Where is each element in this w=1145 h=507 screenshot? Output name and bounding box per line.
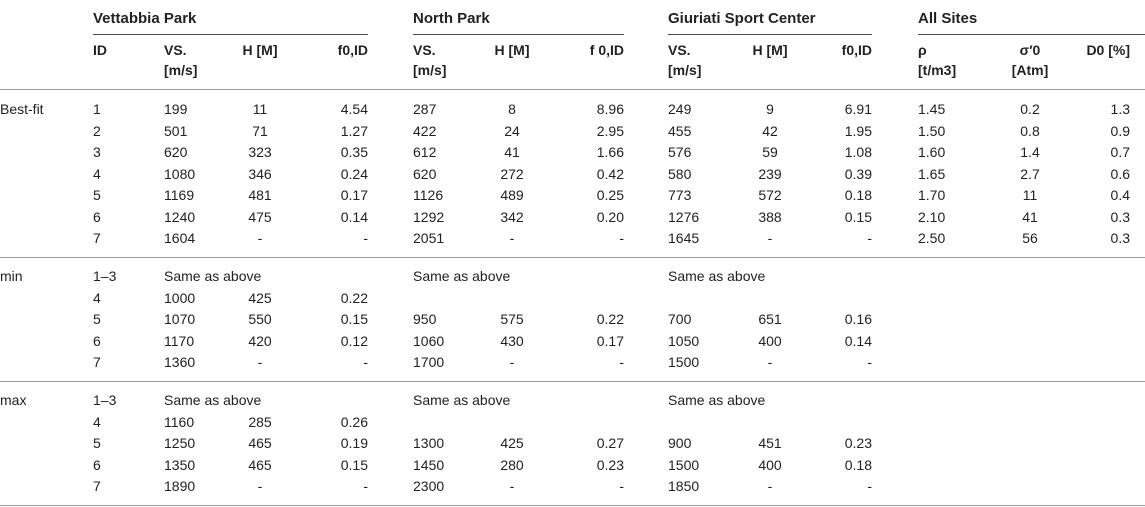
table-cell: - xyxy=(619,230,624,246)
table-cell: 0.3 xyxy=(1110,208,1130,225)
table-cell: - xyxy=(363,478,368,494)
table-cell: 576 xyxy=(668,144,692,160)
table-cell: 4.54 xyxy=(340,101,368,117)
table-cell: 420 xyxy=(248,332,272,349)
table-cell: 0.42 xyxy=(596,165,624,182)
table-cell: 41 xyxy=(504,144,520,160)
table-cell: 388 xyxy=(758,208,782,225)
table-cell: 425 xyxy=(248,289,272,306)
table-cell: 1.08 xyxy=(844,144,872,160)
bottom-rule xyxy=(0,505,1145,506)
table-cell: 0.22 xyxy=(340,289,368,306)
section-rule xyxy=(0,381,1145,382)
table-cell: - xyxy=(363,230,368,246)
table-cell: 0.17 xyxy=(340,187,368,203)
table-cell: 1350 xyxy=(164,456,196,473)
table-cell: 550 xyxy=(248,311,272,327)
table-cell: 71 xyxy=(252,122,268,139)
column-header: f0,ID xyxy=(337,42,368,58)
table-cell: 0.19 xyxy=(340,435,368,451)
table-cell: 0.12 xyxy=(340,332,368,349)
table-cell: 1.45 xyxy=(918,101,946,117)
table-cell: 4 xyxy=(93,165,101,182)
table-cell: 8.96 xyxy=(596,101,624,117)
table-cell: 422 xyxy=(413,122,437,139)
table-cell: 0.15 xyxy=(340,311,368,327)
same-as-above-note: Same as above xyxy=(668,268,766,284)
table-cell: 42 xyxy=(762,122,778,139)
table-cell: 1–3 xyxy=(93,392,117,408)
table-cell: 900 xyxy=(668,435,692,451)
table-cell: 346 xyxy=(248,165,272,182)
column-header: f 0,ID xyxy=(589,42,624,58)
table-cell: 2.50 xyxy=(918,230,946,246)
table-cell: 5 xyxy=(93,311,101,327)
table-cell: - xyxy=(867,354,872,370)
table-cell: 1.60 xyxy=(918,144,946,160)
table-cell: 0.24 xyxy=(340,165,368,182)
table-cell: 11 xyxy=(1022,187,1038,203)
table-cell: 620 xyxy=(164,144,188,160)
group-header: Giuriati Sport Center xyxy=(668,10,816,27)
table-cell: 249 xyxy=(668,101,692,117)
table-cell: - xyxy=(619,354,624,370)
table-cell: 0.16 xyxy=(844,311,872,327)
table-cell: 323 xyxy=(248,144,272,160)
column-header: VS. [m/s] xyxy=(668,42,702,78)
table-cell: 1169 xyxy=(164,187,195,203)
table-cell: 1292 xyxy=(413,208,445,225)
table-cell: 56 xyxy=(1022,230,1038,246)
table-cell: - xyxy=(363,354,368,370)
table-cell: 0.14 xyxy=(844,332,872,349)
table-cell: 0.18 xyxy=(844,187,872,203)
group-header: North Park xyxy=(413,10,490,27)
table-cell: 0.2 xyxy=(1020,101,1040,117)
table-cell: 2300 xyxy=(413,478,445,494)
table-cell: 1170 xyxy=(164,332,195,349)
table-cell: 2.10 xyxy=(918,208,946,225)
table-cell: 620 xyxy=(413,165,437,182)
table-cell: 1604 xyxy=(164,230,196,246)
table-cell: 1160 xyxy=(164,413,195,430)
table-cell: 455 xyxy=(668,122,692,139)
table-cell: 1500 xyxy=(668,354,700,370)
column-header: H [M] xyxy=(242,42,278,58)
table-cell: 1850 xyxy=(668,478,700,494)
table-cell: 1240 xyxy=(164,208,196,225)
table-cell: 425 xyxy=(500,435,524,451)
header-rule xyxy=(0,89,1145,90)
table-cell: 1–3 xyxy=(93,268,117,284)
column-header: D0 [%] xyxy=(1086,42,1130,58)
table-cell: - xyxy=(619,478,624,494)
table-cell: 0.22 xyxy=(596,311,624,327)
group-underline xyxy=(668,34,872,35)
same-as-above-note: Same as above xyxy=(668,392,766,408)
table-cell: 2.95 xyxy=(596,122,624,139)
table-cell: 1276 xyxy=(668,208,700,225)
table-cell: 580 xyxy=(668,165,692,182)
column-header: f0,ID xyxy=(841,42,872,58)
table-cell: 59 xyxy=(762,144,778,160)
table-cell: 1050 xyxy=(668,332,700,349)
table-cell: 0.15 xyxy=(340,456,368,473)
table-cell: 481 xyxy=(248,187,272,203)
table-cell: - xyxy=(509,230,515,246)
table-cell: 0.8 xyxy=(1020,122,1040,139)
table-cell: - xyxy=(509,478,515,494)
table-cell: 773 xyxy=(668,187,692,203)
table-cell: 400 xyxy=(758,456,782,473)
table-cell: 24 xyxy=(504,122,520,139)
table-cell: 400 xyxy=(758,332,782,349)
section-label: min xyxy=(0,268,23,284)
section-rule xyxy=(0,257,1145,258)
table-cell: - xyxy=(767,354,773,370)
table-cell: 0.6 xyxy=(1110,165,1130,182)
table-cell: 0.27 xyxy=(596,435,624,451)
table-cell: 6 xyxy=(93,332,101,349)
table-cell: 451 xyxy=(758,435,782,451)
column-header: VS. [m/s] xyxy=(413,42,447,78)
table-cell: 7 xyxy=(93,478,101,494)
table-cell: 0.7 xyxy=(1110,144,1130,160)
table-cell: 501 xyxy=(164,122,188,139)
table-cell: - xyxy=(867,230,872,246)
table-cell: 651 xyxy=(758,311,782,327)
table-cell: 1.95 xyxy=(844,122,872,139)
table-cell: 1890 xyxy=(164,478,196,494)
table-cell: 41 xyxy=(1022,208,1038,225)
table-cell: 5 xyxy=(93,435,101,451)
table-cell: 9 xyxy=(766,101,774,117)
table-cell: 0.17 xyxy=(596,332,624,349)
column-header: H [M] xyxy=(752,42,788,58)
table-cell: 6.91 xyxy=(844,101,872,117)
table-cell: 3 xyxy=(93,144,101,160)
table-cell: 4 xyxy=(93,289,101,306)
table-cell: 0.26 xyxy=(340,413,368,430)
group-underline xyxy=(93,34,368,35)
table-cell: 1000 xyxy=(164,289,196,306)
table-cell: 272 xyxy=(500,165,524,182)
table-cell: - xyxy=(257,478,263,494)
group-header: Vettabbia Park xyxy=(93,10,197,27)
group-underline xyxy=(918,34,1145,35)
table-cell: 280 xyxy=(500,456,524,473)
column-header: σ′0 [Atm] xyxy=(1011,42,1049,78)
table-cell: 287 xyxy=(413,101,437,117)
table-cell: - xyxy=(509,354,515,370)
table-cell: 4 xyxy=(93,413,101,430)
table-cell: 1360 xyxy=(164,354,196,370)
table-cell: - xyxy=(257,230,263,246)
table-cell: 2051 xyxy=(413,230,445,246)
table-cell: 1.66 xyxy=(596,144,624,160)
table-cell: - xyxy=(767,230,773,246)
column-header: ID xyxy=(93,42,107,58)
table-cell: 1.65 xyxy=(918,165,946,182)
table-cell: 1.3 xyxy=(1110,101,1130,117)
table-cell: 572 xyxy=(758,187,782,203)
table-cell: 5 xyxy=(93,187,101,203)
table-cell: 1500 xyxy=(668,456,700,473)
table-cell: 489 xyxy=(500,187,524,203)
column-header: ρ [t/m3] xyxy=(918,42,957,78)
table-cell: 0.39 xyxy=(844,165,872,182)
table-cell: 612 xyxy=(413,144,437,160)
table-cell: 0.9 xyxy=(1110,122,1130,139)
table-cell: 1080 xyxy=(164,165,196,182)
table-cell: 700 xyxy=(668,311,692,327)
table-cell: 2.7 xyxy=(1020,165,1040,182)
table-cell: 475 xyxy=(248,208,272,225)
table-cell: 342 xyxy=(500,208,524,225)
column-header: VS. [m/s] xyxy=(164,42,198,78)
table-cell: 6 xyxy=(93,456,101,473)
table-cell: 1450 xyxy=(413,456,445,473)
table-cell: 1.4 xyxy=(1020,144,1040,160)
table-cell: 575 xyxy=(500,311,524,327)
table-cell: 1645 xyxy=(668,230,700,246)
table-cell: 1700 xyxy=(413,354,445,370)
table-cell: 1070 xyxy=(164,311,196,327)
table-cell: 6 xyxy=(93,208,101,225)
table-cell: 0.23 xyxy=(844,435,872,451)
table-cell: 0.20 xyxy=(596,208,624,225)
table-cell: 7 xyxy=(93,230,101,246)
table-cell: 8 xyxy=(508,101,516,117)
same-as-above-note: Same as above xyxy=(413,392,511,408)
table-cell: 0.14 xyxy=(340,208,368,225)
table-cell: 1250 xyxy=(164,435,196,451)
table-cell: 11 xyxy=(252,101,268,117)
table-cell: 0.15 xyxy=(844,208,872,225)
table-cell: 199 xyxy=(164,101,188,117)
table-cell: 285 xyxy=(248,413,272,430)
table-cell: 0.4 xyxy=(1110,187,1130,203)
table-cell: 1 xyxy=(93,101,101,117)
table-cell: 1.50 xyxy=(918,122,946,139)
same-as-above-note: Same as above xyxy=(164,268,262,284)
column-header: H [M] xyxy=(494,42,530,58)
section-label: Best-fit xyxy=(0,101,44,117)
table-cell: 7 xyxy=(93,354,101,370)
section-label: max xyxy=(0,392,27,408)
table-cell: 465 xyxy=(248,456,272,473)
table-cell: - xyxy=(867,478,872,494)
table-cell: 1060 xyxy=(413,332,445,349)
table-cell: 1.70 xyxy=(918,187,946,203)
table-cell: 0.23 xyxy=(596,456,624,473)
table-cell: 1.27 xyxy=(340,122,368,139)
table-cell: 0.35 xyxy=(340,144,368,160)
table-cell: 2 xyxy=(93,122,101,139)
same-as-above-note: Same as above xyxy=(413,268,511,284)
table-cell: - xyxy=(767,478,773,494)
table-cell: 1300 xyxy=(413,435,445,451)
group-underline xyxy=(413,34,624,35)
table-cell: 239 xyxy=(758,165,782,182)
table-cell: 0.18 xyxy=(844,456,872,473)
table-cell: 430 xyxy=(500,332,524,349)
table-cell: 1126 xyxy=(413,187,444,203)
group-header: All Sites xyxy=(918,10,978,27)
table-cell: - xyxy=(257,354,263,370)
table-cell: 465 xyxy=(248,435,272,451)
table-cell: 0.3 xyxy=(1110,230,1130,246)
table-cell: 0.25 xyxy=(596,187,624,203)
table-cell: 950 xyxy=(413,311,437,327)
same-as-above-note: Same as above xyxy=(164,392,262,408)
